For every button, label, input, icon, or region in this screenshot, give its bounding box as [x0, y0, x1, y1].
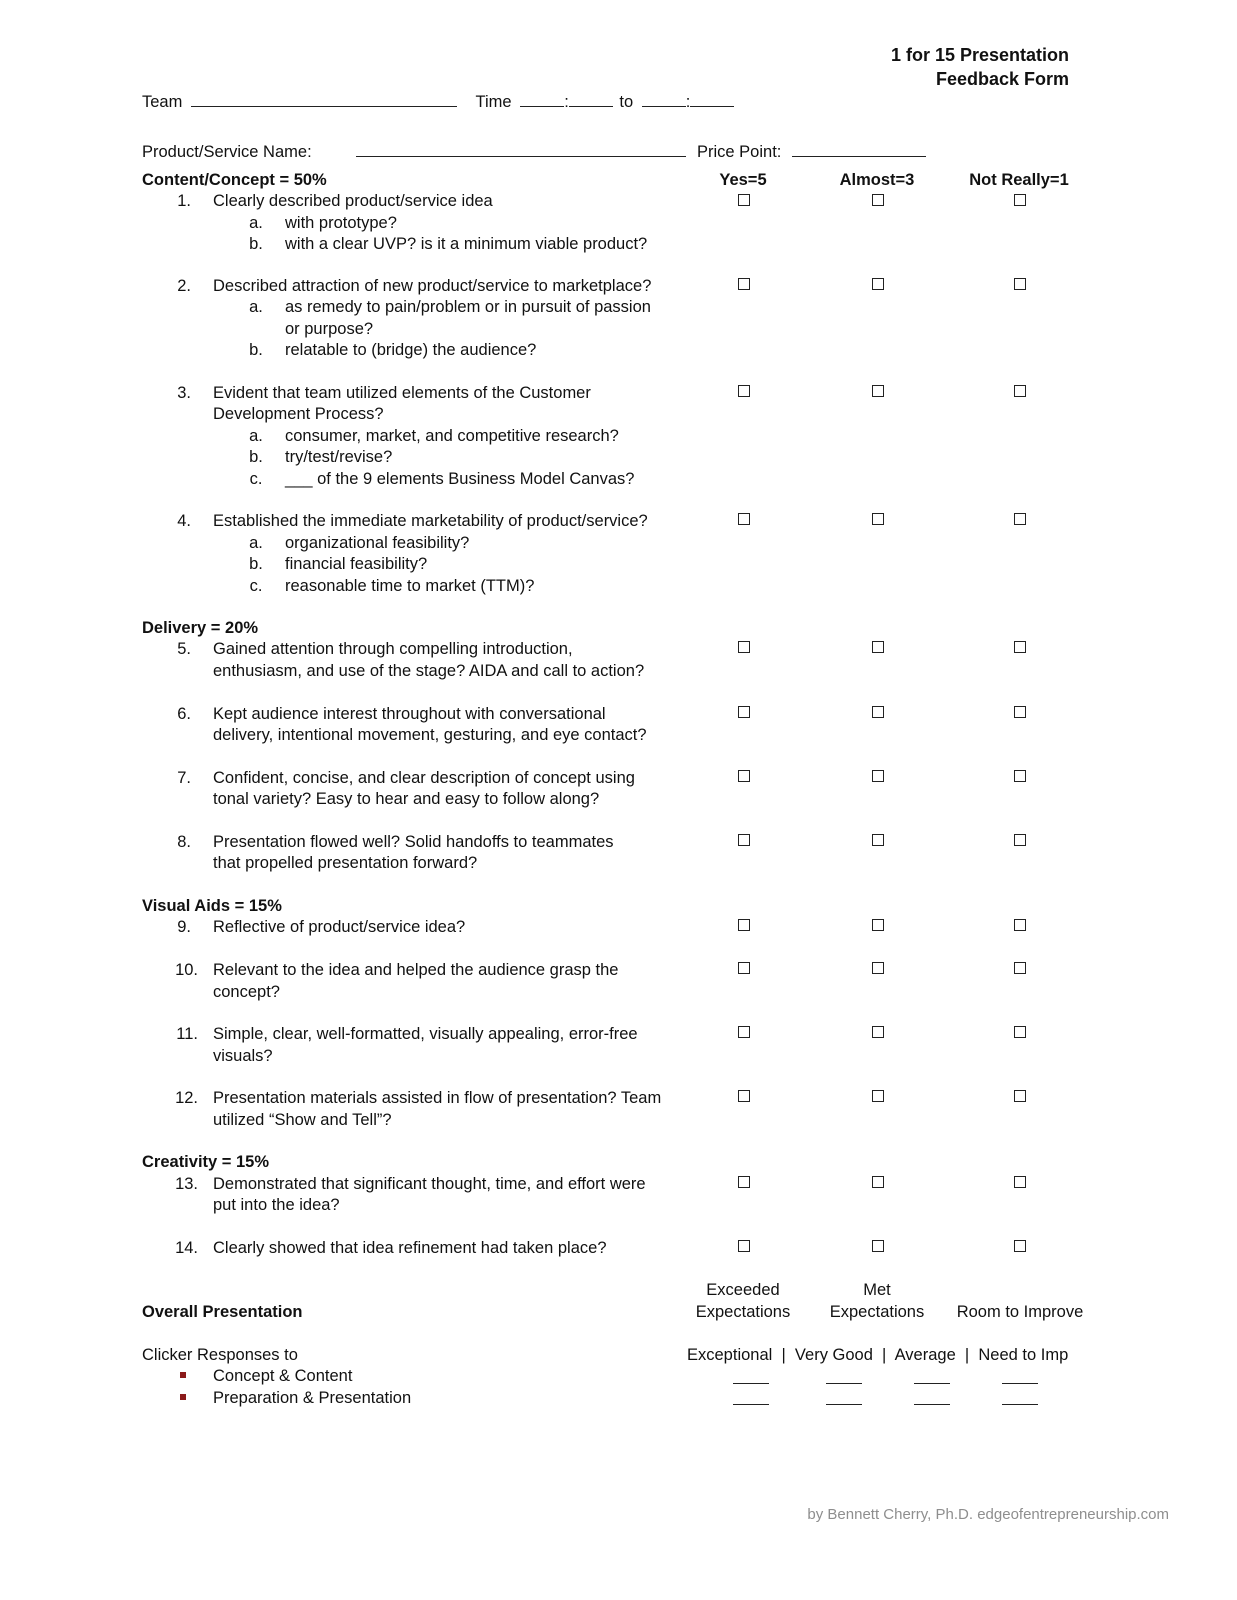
question-number: 6. [177, 705, 191, 723]
sub-text: financial feasibility? [285, 555, 428, 573]
sub-text: try/test/revise? [285, 448, 393, 466]
time-end-minute-field[interactable] [690, 92, 734, 107]
question-number: 12. [175, 1089, 198, 1107]
q1-almost-checkbox[interactable] [872, 194, 884, 206]
q7-almost-checkbox[interactable] [872, 770, 884, 782]
question-number: 13. [175, 1175, 198, 1193]
sub-text: with a clear UVP? is it a minimum viable product? [285, 235, 648, 253]
question-number: 1. [177, 192, 191, 210]
q1-not-really-checkbox[interactable] [1014, 194, 1026, 206]
met-label-line1: Met [863, 1281, 891, 1299]
question-text: Presentation flowed well? Solid handoffs to teammates [213, 833, 614, 851]
footer-credit: by Bennett Cherry, Ph.D. edgeofentrepreneurship.com [807, 1506, 1169, 1523]
time-to-label: to [619, 93, 634, 111]
q6-yes-checkbox[interactable] [738, 706, 750, 718]
q6-almost-checkbox[interactable] [872, 706, 884, 718]
sub-label: b. [249, 555, 263, 573]
question-number: 4. [177, 512, 191, 530]
room-to-improve-label: Room to Improve [956, 1303, 1084, 1321]
time-label: Time [475, 93, 512, 111]
q7-yes-checkbox[interactable] [738, 770, 750, 782]
preparation-average-blank[interactable] [914, 1404, 950, 1405]
concept-exceptional-blank[interactable] [733, 1383, 769, 1384]
clicker-scale-labels: Exceptional | Very Good | Average | Need to Imp [687, 1346, 1069, 1364]
q3-almost-checkbox[interactable] [872, 385, 884, 397]
question-number: 11. [176, 1025, 198, 1043]
q3-not-really-checkbox[interactable] [1014, 385, 1026, 397]
q12-yes-checkbox[interactable] [738, 1090, 750, 1102]
q1-yes-checkbox[interactable] [738, 194, 750, 206]
overall-presentation-label: Overall Presentation [142, 1303, 303, 1321]
sub-text: reasonable time to market (TTM)? [285, 577, 535, 595]
question-number: 2. [177, 277, 191, 295]
time-colon: : [685, 93, 691, 111]
sub-text: consumer, market, and competitive research? [285, 427, 619, 445]
q2-almost-checkbox[interactable] [872, 278, 884, 290]
concept-need-to-improve-blank[interactable] [1002, 1383, 1038, 1384]
q14-yes-checkbox[interactable] [738, 1240, 750, 1252]
q4-almost-checkbox[interactable] [872, 513, 884, 525]
question-text: that propelled presentation forward? [213, 854, 478, 872]
q4-not-really-checkbox[interactable] [1014, 513, 1026, 525]
question-number: 14. [175, 1239, 198, 1257]
concept-average-blank[interactable] [914, 1383, 950, 1384]
question-number: 8. [177, 833, 191, 851]
question-text: tonal variety? Easy to hear and easy to follow along? [213, 790, 600, 808]
exceeded-label-line1: Exceeded [706, 1281, 780, 1299]
question-text: delivery, intentional movement, gesturing, and eye contact? [213, 726, 647, 744]
sub-label: b. [249, 448, 263, 466]
q9-yes-checkbox[interactable] [738, 919, 750, 931]
column-not-really: Not Really=1 [969, 171, 1069, 189]
team-row [142, 92, 734, 112]
question-text: Simple, clear, well-formatted, visually appealing, error-free [213, 1025, 638, 1043]
team-field[interactable] [191, 92, 457, 107]
clicker-item-preparation: Preparation & Presentation [213, 1389, 412, 1407]
q4-yes-checkbox[interactable] [738, 513, 750, 525]
time-start-hour-field[interactable] [520, 92, 564, 107]
question-text: Kept audience interest throughout with conversational [213, 705, 606, 723]
question-text: Established the immediate marketability of product/service? [213, 512, 648, 530]
sub-text: relatable to (bridge) the audience? [285, 341, 537, 359]
q9-not-really-checkbox[interactable] [1014, 919, 1026, 931]
sub-label: a. [249, 427, 263, 445]
section-creativity: Creativity = 15% [142, 1153, 270, 1171]
question-number: 3. [177, 384, 191, 402]
question-text: Gained attention through compelling introduction, [213, 640, 573, 658]
sub-text: organizational feasibility? [285, 534, 470, 552]
sub-label: b. [249, 341, 263, 359]
bullet-icon [180, 1372, 186, 1378]
form-title-line2: Feedback Form [935, 69, 1069, 89]
clicker-item-concept: Concept & Content [213, 1367, 353, 1385]
q13-yes-checkbox[interactable] [738, 1176, 750, 1188]
q11-yes-checkbox[interactable] [738, 1026, 750, 1038]
q13-almost-checkbox[interactable] [872, 1176, 884, 1188]
q7-not-really-checkbox[interactable] [1014, 770, 1026, 782]
exceeded-label-line2: Expectations [695, 1303, 791, 1321]
q8-almost-checkbox[interactable] [872, 834, 884, 846]
q5-yes-checkbox[interactable] [738, 641, 750, 653]
preparation-need-to-improve-blank[interactable] [1002, 1404, 1038, 1405]
met-label-line2: Expectations [829, 1303, 925, 1321]
q11-almost-checkbox[interactable] [872, 1026, 884, 1038]
question-text: Reflective of product/service idea? [213, 918, 466, 936]
product-name-field[interactable] [356, 142, 686, 157]
q2-yes-checkbox[interactable] [738, 278, 750, 290]
sub-label: c. [249, 470, 263, 488]
sub-text: or purpose? [285, 320, 374, 338]
sub-label: a. [249, 214, 263, 232]
q10-not-really-checkbox[interactable] [1014, 962, 1026, 974]
q8-yes-checkbox[interactable] [738, 834, 750, 846]
q9-almost-checkbox[interactable] [872, 919, 884, 931]
price-point-field[interactable] [792, 142, 926, 157]
sub-text: with prototype? [285, 214, 397, 232]
form-title-line1: 1 for 15 Presentation [890, 45, 1069, 65]
q14-not-really-checkbox[interactable] [1014, 1240, 1026, 1252]
preparation-exceptional-blank[interactable] [733, 1404, 769, 1405]
question-text: enthusiasm, and use of the stage? AIDA and call to action? [213, 662, 645, 680]
bullet-icon [180, 1394, 186, 1400]
price-label: Price Point: [697, 143, 782, 161]
q2-not-really-checkbox[interactable] [1014, 278, 1026, 290]
question-text: Relevant to the idea and helped the audience grasp the [213, 961, 619, 979]
question-text: visuals? [213, 1047, 273, 1065]
question-text: Evident that team utilized elements of the Customer [213, 384, 591, 402]
q11-not-really-checkbox[interactable] [1014, 1026, 1026, 1038]
product-label: Product/Service Name: [142, 143, 312, 161]
question-text: utilized “Show and Tell”? [213, 1111, 392, 1129]
section-content-concept: Content/Concept = 50% [142, 171, 327, 189]
sub-text: as remedy to pain/problem or in pursuit of passion [285, 298, 651, 316]
q10-almost-checkbox[interactable] [872, 962, 884, 974]
q12-not-really-checkbox[interactable] [1014, 1090, 1026, 1102]
column-almost: Almost=3 [839, 171, 915, 189]
question-text: concept? [213, 983, 280, 1001]
q8-not-really-checkbox[interactable] [1014, 834, 1026, 846]
question-text: Presentation materials assisted in flow of presentation? Team [213, 1089, 662, 1107]
question-text: Demonstrated that significant thought, time, and effort were [213, 1175, 646, 1193]
question-text: Clearly described product/service idea [213, 192, 493, 210]
q3-yes-checkbox[interactable] [738, 385, 750, 397]
q14-almost-checkbox[interactable] [872, 1240, 884, 1252]
question-text: Clearly showed that idea refinement had taken place? [213, 1239, 607, 1257]
sub-text: ___ of the 9 elements Business Model Canvas? [285, 470, 635, 488]
question-text: Confident, concise, and clear description of concept using [213, 769, 635, 787]
question-number: 9. [177, 918, 191, 936]
question-number: 5. [177, 640, 191, 658]
question-text: Described attraction of new product/service to marketplace? [213, 277, 652, 295]
team-label: Team [142, 93, 183, 111]
section-visual-aids: Visual Aids = 15% [142, 897, 282, 915]
q10-yes-checkbox[interactable] [738, 962, 750, 974]
preparation-very-good-blank[interactable] [826, 1404, 862, 1405]
concept-very-good-blank[interactable] [826, 1383, 862, 1384]
time-colon: : [564, 93, 569, 111]
section-delivery: Delivery = 20% [142, 619, 259, 637]
q12-almost-checkbox[interactable] [872, 1090, 884, 1102]
sub-label: c. [249, 577, 263, 595]
question-number: 10. [175, 961, 198, 979]
time-end-hour-field[interactable] [642, 92, 686, 107]
question-number: 7. [177, 769, 191, 787]
q5-not-really-checkbox[interactable] [1014, 641, 1026, 653]
column-yes: Yes=5 [719, 171, 767, 189]
q6-not-really-checkbox[interactable] [1014, 706, 1026, 718]
time-start-minute-field[interactable] [569, 92, 613, 107]
sub-label: a. [249, 534, 263, 552]
question-text: put into the idea? [213, 1196, 340, 1214]
q13-not-really-checkbox[interactable] [1014, 1176, 1026, 1188]
clicker-responses-label: Clicker Responses to [142, 1346, 298, 1364]
q5-almost-checkbox[interactable] [872, 641, 884, 653]
sub-label: a. [249, 298, 263, 316]
question-text: Development Process? [213, 405, 384, 423]
sub-label: b. [249, 235, 263, 253]
